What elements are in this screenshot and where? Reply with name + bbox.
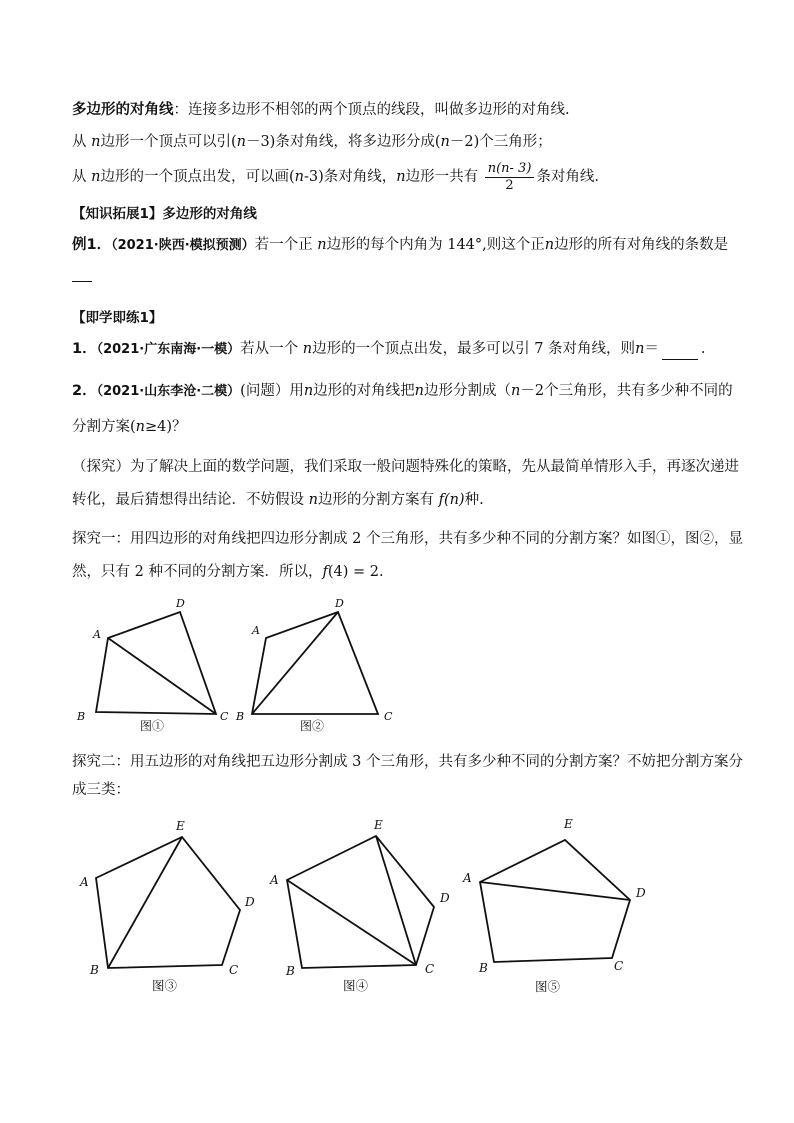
figures-pentagon xyxy=(0,810,794,1010)
text: 边形分割成（ xyxy=(424,383,512,399)
pentagon-fig4 xyxy=(287,836,434,968)
vertex-label: D xyxy=(440,891,450,905)
equation: (4) = 2 xyxy=(327,564,379,580)
vertex-label: A xyxy=(93,628,101,641)
vertex-label: B xyxy=(286,964,295,978)
var-n: n xyxy=(302,341,313,357)
text: 然，只有 2 种不同的分割方案．所以， xyxy=(72,564,323,580)
vertex-label: B xyxy=(236,710,245,723)
example-1 xyxy=(72,235,728,256)
text: 边形的每个内角为 144°,则这个正 xyxy=(326,237,545,253)
text: 若从一个 xyxy=(240,341,299,357)
vertex-label: D xyxy=(335,597,344,610)
figure-caption: 图② xyxy=(300,719,325,733)
answer-blank[interactable] xyxy=(662,345,698,360)
practice-heading: 【即学即练1】 xyxy=(72,310,163,326)
vertex-label: D xyxy=(636,886,646,900)
text: . xyxy=(378,564,384,580)
example-1-answer-line xyxy=(72,262,92,282)
diagonal-rule-line xyxy=(72,132,552,152)
question-2 xyxy=(72,381,733,402)
example-source: （2021·陕西·模拟预测） xyxy=(111,238,255,253)
question-1 xyxy=(72,339,706,360)
figures-quadrilateral xyxy=(0,590,794,740)
diagonal-AD xyxy=(480,882,630,900)
text: 边形的一个顶点出发，可以画( xyxy=(100,169,295,185)
example-label: 例1． xyxy=(72,237,112,253)
definition-line xyxy=(72,100,570,120)
text: －2)个三角形； xyxy=(449,134,552,150)
definition-text: ：连接多边形不相邻的两个顶点的线段，叫做多边形的对角线. xyxy=(173,102,570,118)
var-n: n xyxy=(440,134,450,150)
figure-caption: 图① xyxy=(140,719,165,733)
var-n: n xyxy=(544,237,555,253)
var-n: n xyxy=(308,492,318,508)
text: 从 xyxy=(72,134,87,150)
quadrilateral-fig1 xyxy=(96,612,216,714)
text: 边形的对角线把 xyxy=(313,383,415,399)
question-number: 2． xyxy=(72,383,97,399)
function-arg: (n) xyxy=(443,492,465,508)
var-n: n xyxy=(396,169,406,185)
vertex-label: E xyxy=(374,818,383,832)
vertex-label: B xyxy=(77,710,86,723)
var-n: n xyxy=(135,419,146,435)
text: 边形一个顶点可以引( xyxy=(100,134,237,150)
diagonal-formula-fraction xyxy=(485,161,535,194)
vertex-label: D xyxy=(176,597,185,610)
var-n: n xyxy=(236,134,246,150)
vertex-label: B xyxy=(90,963,99,977)
vertex-label: A xyxy=(80,875,89,889)
diagonal-count-line xyxy=(72,157,599,197)
vertex-label: E xyxy=(176,819,185,833)
explore-two-line-1: 探究二：用五边形的对角线把五边形分割成 3 个三角形，共有多少种不同的分割方案？不妨把分割方案分 xyxy=(72,754,743,770)
var-n: n xyxy=(511,383,521,399)
text: 边形一共有 xyxy=(405,169,479,185)
pentagon-fig5 xyxy=(480,840,630,962)
text: (问题）用 xyxy=(240,383,304,399)
vertex-label: C xyxy=(614,959,624,973)
text: ≥4)？ xyxy=(145,419,187,435)
text: －2个三角形，共有多少种不同的 xyxy=(520,383,733,399)
figure-caption: 图⑤ xyxy=(535,979,561,994)
var-n: n xyxy=(635,341,645,357)
fraction-numerator: n(n- 3) xyxy=(485,161,535,178)
vertex-label: C xyxy=(220,710,229,723)
vertex-label: B xyxy=(479,961,488,975)
text: 种. xyxy=(464,492,484,508)
vertex-label: C xyxy=(229,963,239,977)
explore-one-line-1: 探究一：用四边形的对角线把四边形分割成 2 个三角形，共有多少种不同的分割方案？如图①，图②，显 xyxy=(72,531,743,547)
function-f: f xyxy=(322,564,328,580)
var-n: n xyxy=(303,383,314,399)
definition-term: 多边形的对角线 xyxy=(72,102,174,118)
pentagon-fig3 xyxy=(96,837,240,968)
question-source: （2021·山东李沧·二模） xyxy=(96,384,241,399)
text: -3)条对角线， xyxy=(303,169,397,185)
explore-two-line-2: 成三类： xyxy=(72,782,130,798)
vertex-label: A xyxy=(270,873,279,887)
var-n: n xyxy=(91,134,101,150)
diagonal-AC xyxy=(108,638,216,714)
vertex-label: C xyxy=(425,962,435,976)
vertex-label: C xyxy=(384,710,393,723)
question-source: （2021·广东南海·一模） xyxy=(96,342,241,357)
text: . xyxy=(700,341,706,357)
text: 转化，最后猜想得出结论．不妨假设 xyxy=(72,492,304,508)
vertex-label: E xyxy=(564,817,573,831)
diagonal-CE xyxy=(376,836,416,965)
text: 分割方案( xyxy=(72,419,136,435)
quadrilateral-fig2 xyxy=(252,612,378,714)
text: 若一个正 xyxy=(254,237,313,253)
var-n: n xyxy=(294,169,304,185)
var-n: n xyxy=(317,237,327,253)
vertex-label: A xyxy=(252,624,260,637)
var-n: n xyxy=(91,169,101,185)
text: 边形的所有对角线的条数是 xyxy=(554,237,729,253)
figure-caption: 图④ xyxy=(343,978,369,993)
diagonal-AC xyxy=(287,880,416,965)
var-n: n xyxy=(414,383,425,399)
explore-one-line-2 xyxy=(72,562,384,582)
figure-caption: 图③ xyxy=(152,978,178,993)
text: 条对角线. xyxy=(536,169,599,185)
text: ＝ xyxy=(644,341,659,357)
answer-blank[interactable] xyxy=(72,267,92,282)
diagonal-BE xyxy=(108,837,182,968)
explore-paragraph-line-2 xyxy=(72,490,484,510)
explore-paragraph-line-1: （探究）为了解决上面的数学问题，我们采取一般问题特殊化的策略，先从最简单情形入手，再逐次递进 xyxy=(72,459,739,475)
question-2-cont xyxy=(72,417,187,437)
function-f: f xyxy=(438,492,444,508)
vertex-label: D xyxy=(245,895,255,909)
text: －3)条对角线，将多边形分成( xyxy=(245,134,441,150)
vertex-label: A xyxy=(463,871,472,885)
question-number: 1． xyxy=(72,341,97,357)
text: 从 xyxy=(72,169,87,185)
text: 边形的分割方案有 xyxy=(317,492,434,508)
knowledge-extension-heading: 【知识拓展1】多边形的对角线 xyxy=(72,206,257,222)
text: 边形的一个顶点出发，最多可以引 7 条对角线，则 xyxy=(312,341,636,357)
fraction-denominator: 2 xyxy=(505,177,514,193)
